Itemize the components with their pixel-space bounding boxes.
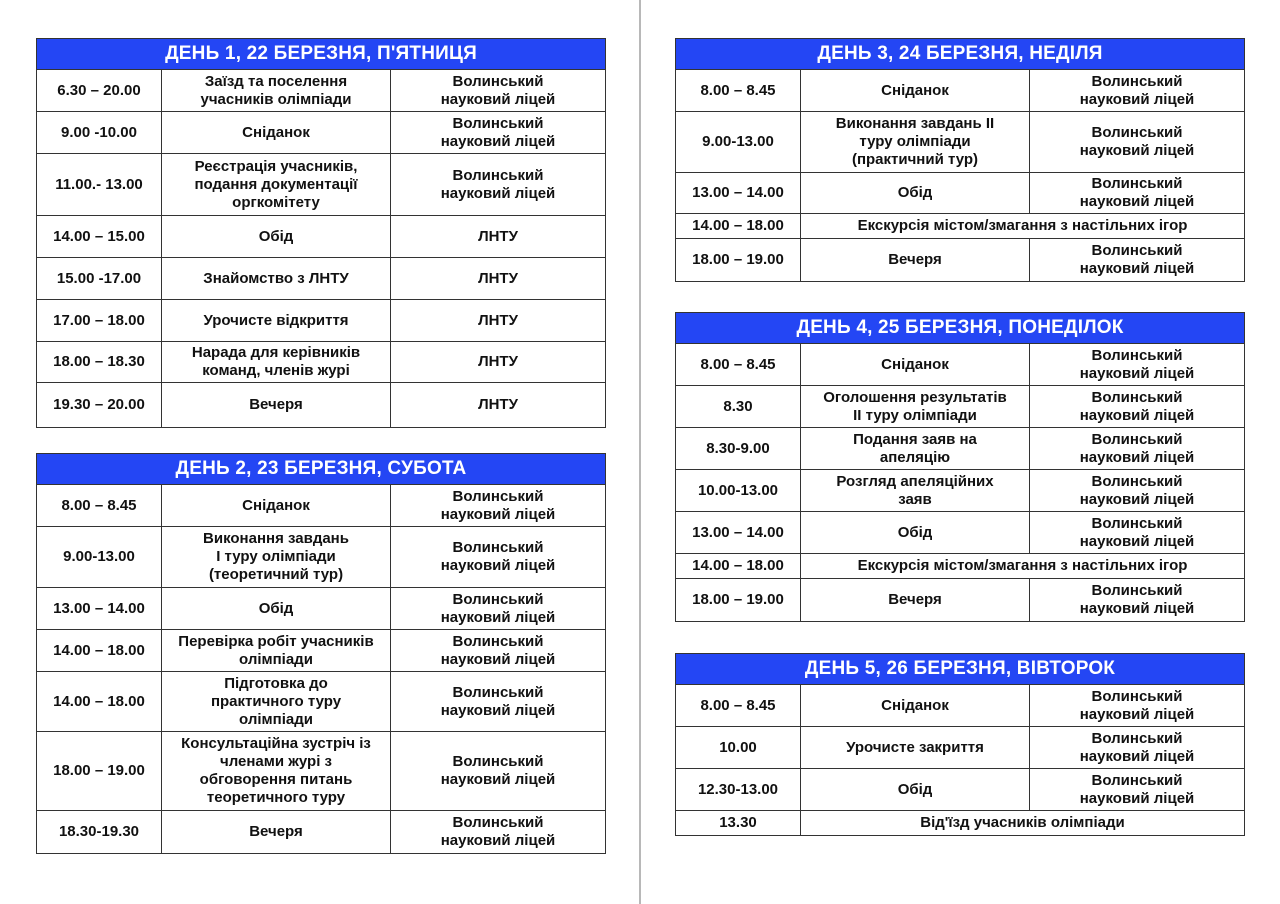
place-cell: Волинський науковий ліцей [1079,687,1195,723]
time-cell: 8.00 – 8.45 [37,485,162,526]
place-cell: Волинський науковий ліцей [440,487,556,523]
page-divider [639,0,641,904]
place-cell: Волинський науковий ліцей [440,539,556,574]
time-cell: 9.00-13.00 [37,527,162,587]
schedule-table-day-1 [36,38,606,428]
time-cell: 19.30 – 20.00 [37,383,162,427]
event-cell: Підготовка до практичного туру олімпіади [162,672,391,731]
time-cell: 14.00 – 18.00 [37,672,162,731]
time-cell: 18.00 – 19.00 [676,579,801,621]
table-row [37,485,605,527]
schedule-table-day-5 [675,653,1245,836]
place-cell: Волинський науковий ліцей [1079,242,1195,277]
day-header: ДЕНЬ 1, 22 БЕРЕЗНЯ, П'ЯТНИЦЯ [37,39,605,70]
time-cell: 13.00 – 14.00 [37,588,162,629]
place-cell: ЛНТУ [478,353,518,370]
place-cell: ЛНТУ [478,269,518,287]
table-row [676,386,1244,428]
event-cell: Урочисте закриття [801,727,1030,768]
place-cell: Волинський науковий ліцей [1079,582,1195,617]
table-row [676,554,1244,579]
place-cell: Волинський науковий ліцей [1079,72,1195,108]
place-cell: Волинський науковий ліцей [440,632,556,668]
time-cell: 9.00-13.00 [676,112,801,172]
table-row [676,428,1244,470]
place-cell: Волинський науковий ліцей [1079,729,1195,765]
event-cell: Обід [801,769,1030,810]
table-row [676,512,1244,554]
time-cell: 10.00-13.00 [676,470,801,511]
table-row [37,630,605,672]
table-row [676,685,1244,727]
time-cell: 8.00 – 8.45 [676,344,801,385]
time-cell: 13.00 – 14.00 [676,173,801,213]
place-cell: Волинський науковий ліцей [1079,771,1195,807]
place-cell: Волинський науковий ліцей [1079,472,1195,508]
table-row [676,112,1244,173]
table-row [37,112,605,154]
event-cell: Знайомство з ЛНТУ [162,258,391,299]
time-cell: 18.00 – 19.00 [37,732,162,810]
time-cell: 12.30-13.00 [676,769,801,810]
place-cell: Волинський науковий ліцей [440,114,556,150]
time-cell: 6.30 – 20.00 [37,70,162,111]
table-row [676,811,1244,835]
event-cell: Вечеря [801,579,1030,621]
event-cell: Розгляд апеляційних заяв [801,470,1030,511]
event-cell-spanning: Екскурсія містом/змагання з настільних ігор [857,557,1188,574]
place-cell: Волинський науковий ліцей [440,590,556,626]
table-row [37,672,605,732]
place-cell: Волинський науковий ліцей [1079,124,1195,159]
event-cell-spanning: Екскурсія містом/змагання з настільних ігор [857,217,1188,234]
time-cell: 13.00 – 14.00 [676,512,801,553]
place-cell: Волинський науковий ліцей [1079,175,1195,210]
time-cell: 10.00 [676,727,801,768]
time-cell: 8.00 – 8.45 [676,685,801,726]
event-cell: Обід [162,216,391,257]
event-cell: Консультаційна зустріч із членами журі з обговорення питань теоретичного туру [162,732,391,810]
table-row [37,342,605,383]
time-cell: 18.00 – 19.00 [676,239,801,281]
table-row [676,173,1244,214]
time-cell: 14.00 – 18.00 [676,214,801,238]
place-cell: Волинський науковий ліцей [440,72,556,108]
time-cell: 9.00 -10.00 [37,112,162,153]
time-cell: 14.00 – 18.00 [676,554,801,578]
event-cell: Заїзд та поселення учасників олімпіади [162,70,391,111]
time-cell: 8.30-9.00 [676,428,801,469]
table-row [676,239,1244,281]
table-row [37,383,605,427]
place-cell: ЛНТУ [478,311,518,329]
event-cell: Реєстрація учасників, подання документації оргкомітету [162,154,391,215]
event-cell: Виконання завдань I туру олімпіади (теоретичний тур) [162,527,391,587]
table-row [676,70,1244,112]
place-cell: ЛНТУ [478,227,518,245]
table-row [37,70,605,112]
event-cell: Подання заяв на апеляцію [801,428,1030,469]
place-cell: Волинський науковий ліцей [440,683,556,719]
table-row [676,470,1244,512]
event-cell: Перевірка робіт учасників олімпіади [162,630,391,671]
time-cell: 14.00 – 18.00 [37,630,162,671]
event-cell: Сніданок [162,485,391,526]
table-row [37,258,605,300]
event-cell: Обід [801,512,1030,553]
time-cell: 15.00 -17.00 [37,258,162,299]
table-row [37,811,605,853]
time-cell: 11.00.- 13.00 [37,154,162,215]
time-cell: 18.30-19.30 [37,811,162,853]
event-cell: Вечеря [801,239,1030,281]
event-cell: Сніданок [162,112,391,153]
event-cell: Обід [162,588,391,629]
table-row [676,727,1244,769]
day-header: ДЕНЬ 2, 23 БЕРЕЗНЯ, СУБОТА [37,454,605,485]
table-row [676,769,1244,811]
place-cell: Волинський науковий ліцей [440,166,556,202]
table-row [37,527,605,588]
event-cell: Вечеря [162,383,391,427]
event-cell: Виконання завдань II туру олімпіади (практичний тур) [801,112,1030,172]
table-row [676,579,1244,621]
place-cell: Волинський науковий ліцей [440,753,556,788]
time-cell: 8.00 – 8.45 [676,70,801,111]
event-cell: Сніданок [801,344,1030,385]
table-row [37,154,605,216]
place-cell: Волинський науковий ліцей [1079,430,1195,466]
place-cell: ЛНТУ [478,396,518,413]
event-cell: Урочисте відкриття [162,300,391,341]
table-row [37,588,605,630]
table-row [676,344,1244,386]
day-header: ДЕНЬ 5, 26 БЕРЕЗНЯ, ВІВТОРОК [676,654,1244,685]
time-cell: 17.00 – 18.00 [37,300,162,341]
table-row [676,214,1244,239]
event-cell: Вечеря [162,811,391,853]
time-cell: 13.30 [676,811,801,835]
place-cell: Волинський науковий ліцей [1079,346,1195,382]
table-row [37,732,605,811]
table-row [37,216,605,258]
event-cell-spanning: Від'їзд учасників олімпіади [920,814,1125,831]
event-cell: Обід [801,173,1030,213]
time-cell: 14.00 – 15.00 [37,216,162,257]
event-cell: Сніданок [801,70,1030,111]
schedule-table-day-3 [675,38,1245,282]
event-cell: Нарада для керівників команд, членів журі [162,342,391,382]
time-cell: 8.30 [676,386,801,427]
place-cell: Волинський науковий ліцей [1079,514,1195,550]
day-header: ДЕНЬ 4, 25 БЕРЕЗНЯ, ПОНЕДІЛОК [676,313,1244,344]
place-cell: Волинський науковий ліцей [440,814,556,849]
event-cell: Оголошення результатів II туру олімпіади [801,386,1030,427]
day-header: ДЕНЬ 3, 24 БЕРЕЗНЯ, НЕДІЛЯ [676,39,1244,70]
time-cell: 18.00 – 18.30 [37,342,162,382]
place-cell: Волинський науковий ліцей [1079,388,1195,424]
table-row [37,300,605,342]
event-cell: Сніданок [801,685,1030,726]
schedule-table-day-4 [675,312,1245,622]
schedule-table-day-2 [36,453,606,854]
